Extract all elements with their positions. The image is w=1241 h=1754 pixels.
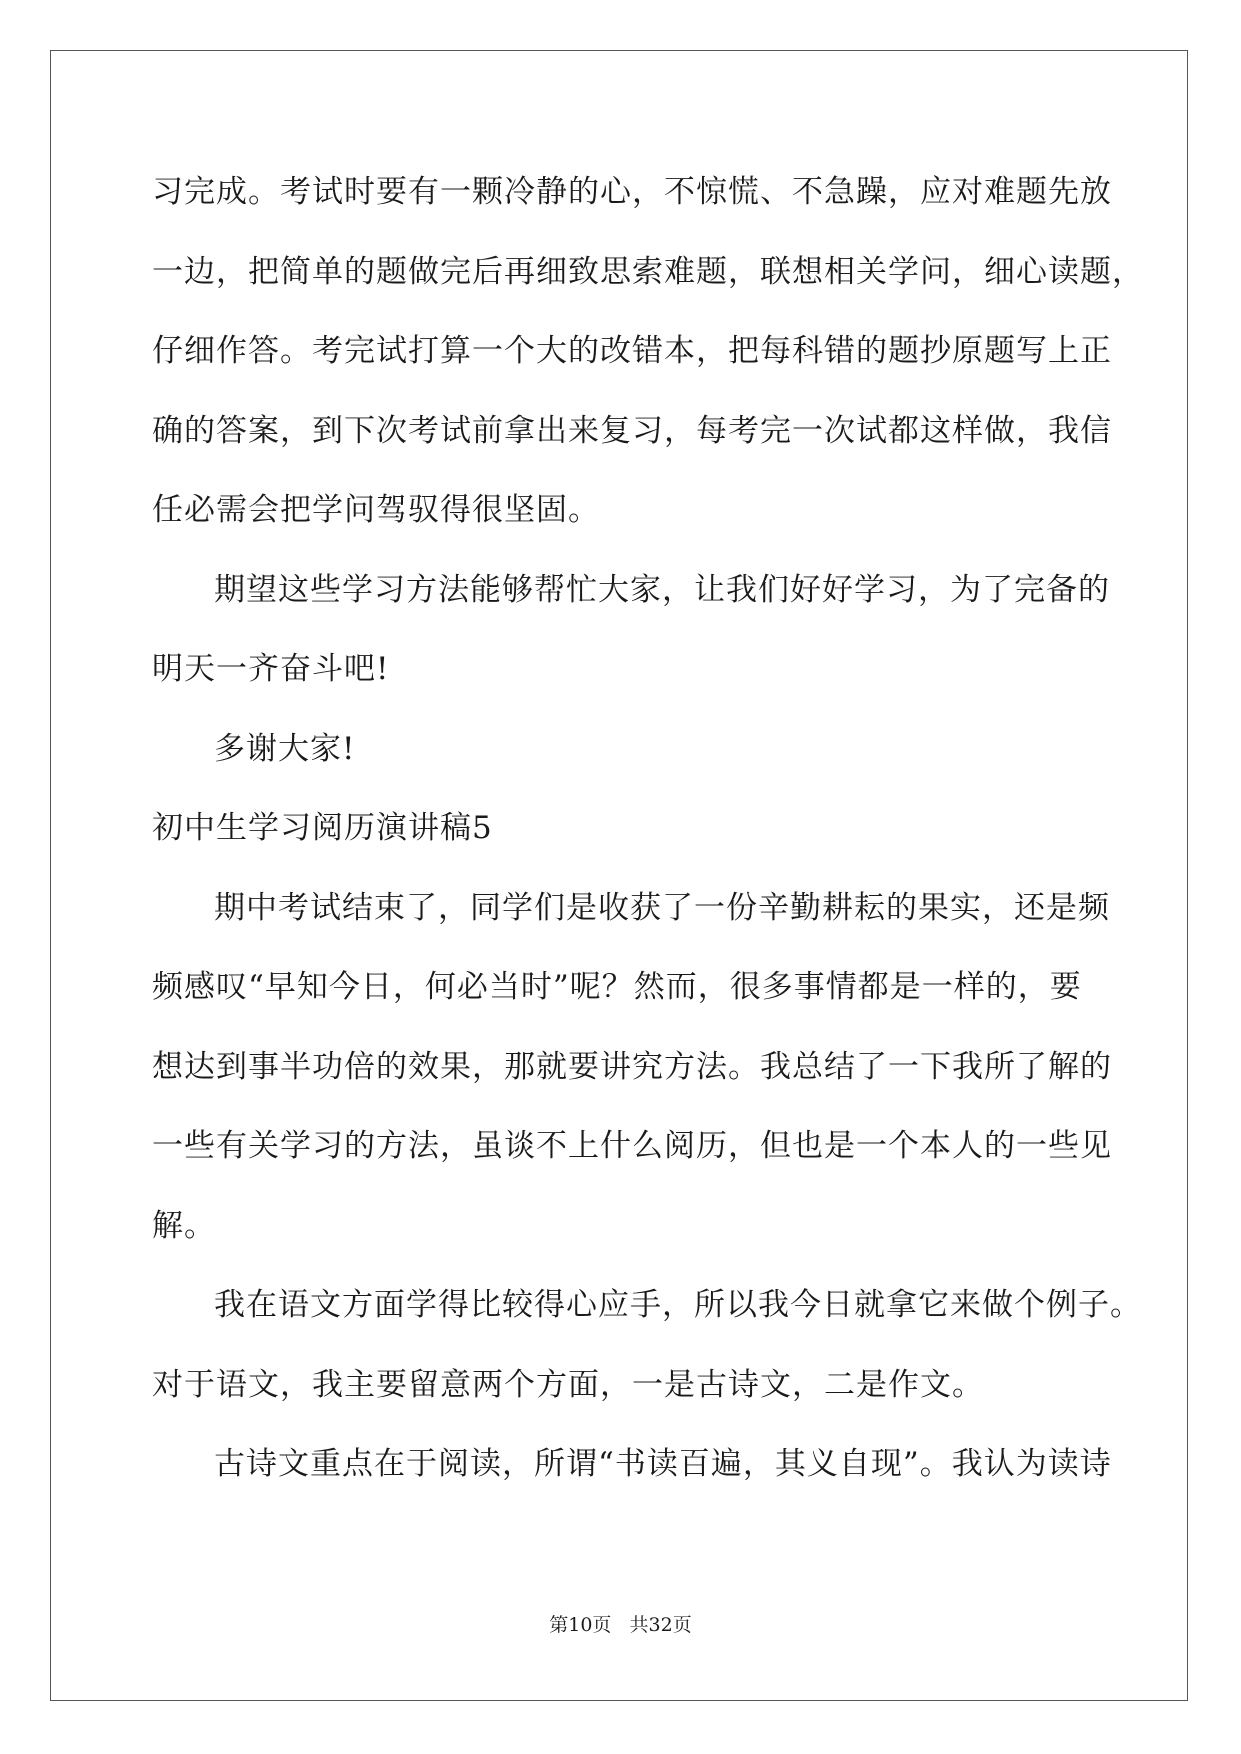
- text-line: 期望这些学习方法能够帮忙大家，让我们好好学习，为了完备的: [214, 571, 1110, 608]
- text-line: 我在语文方面学得比较得心应手，所以我今日就拿它来做个例子。: [214, 1287, 1142, 1323]
- section-heading: 初中生学习阅历演讲稿5: [152, 810, 493, 846]
- text-line: 仔细作答。考完试打算一个大的改错本，把每科错的题抄原题写上正: [152, 333, 1112, 369]
- text-line: 一边，把简单的题做完后再细致思索难题，联想相关学问，细心读题，: [152, 253, 1144, 290]
- document-body: [152, 160, 1144, 1512]
- text-line: 多谢大家!: [214, 730, 356, 767]
- text-line: 期中考试结束了，同学们是收获了一份辛勤耕耘的果实，还是频: [214, 889, 1110, 926]
- text-line: 一些有关学习的方法，虽谈不上什么阅历，但也是一个本人的一些见: [152, 1128, 1112, 1164]
- text-line: 确的答案，到下次考试前拿出来复习，每考完一次试都这样做，我信: [152, 412, 1112, 449]
- text-line: 想达到事半功倍的效果，那就要讲究方法。我总结了一下我所了解的: [152, 1048, 1112, 1085]
- text-line: 任必需会把学问驾驭得很坚固。: [152, 492, 600, 528]
- text-line: 对于语文，我主要留意两个方面，一是古诗文，二是作文。: [152, 1366, 984, 1403]
- text-line: 古诗文重点在于阅读，所谓“书读百遍，其义自现”。我认为读诗: [214, 1446, 1112, 1482]
- page-footer: 第10页 共32页: [549, 1614, 692, 1636]
- text-line: 习完成。考试时要有一颗冷静的心，不惊慌、不急躁，应对难题先放: [152, 174, 1112, 210]
- text-line: 解。: [152, 1207, 216, 1244]
- text-line: 频感叹“早知今日，何必当时”呢？然而，很多事情都是一样的，要: [152, 969, 1082, 1005]
- text-line: 明天一齐奋斗吧!: [152, 651, 390, 687]
